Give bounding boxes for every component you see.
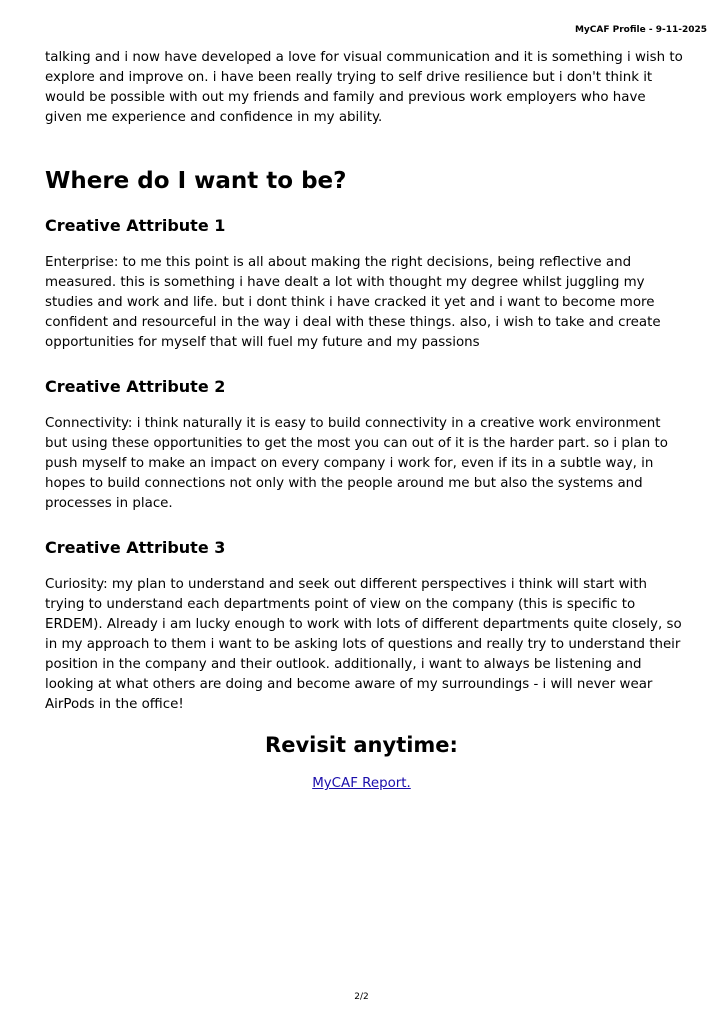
page-header-title: MyCAF Profile - 9-11-2025 [574, 25, 707, 35]
creative-attribute-1-heading: Creative Attribute 1 [45, 216, 226, 235]
creative-attribute-2-text: Connectivity: i think naturally it is easy to build connectivity in a creative work environment but using these opportunities to get the most you can out of it is the harder part. so i plan to push myself to make an impact on every company i work for, even if its in a subtle way, in hopes to build connections not only with the people around me but also the systems and processes in place. [45, 416, 668, 511]
creative-attribute-3-text: Curiosity: my plan to understand and seek out different perspectives i think will start with trying to understand each departments point of view on the company (this is specific to ERDEM). Already i am lucky enough to work with lots of different departments quite closely, so in my approach to them i want to be asking lots of questions and really try to understand their position in the company and their outlook. additionally, i want to always be listening and looking at what others are doing and become aware of my surroundings - i will never wear AirPods in the office! [45, 577, 682, 712]
revisit-section [0, 730, 723, 791]
creative-attribute-1-text: Enterprise: to me this point is all about making the right decisions, being reflective and measured. this is something i have dealt a lot with thought my degree whilst juggling my studies and work and life. but i dont think i have cracked it yet and i want to become more confident and resourceful in the way i deal with these things. also, i wish to take and create opportunities for myself that will fuel my future and my passions [45, 255, 661, 350]
creative-attribute-2-heading: Creative Attribute 2 [45, 377, 226, 396]
creative-attribute-3-heading: Creative Attribute 3 [45, 538, 226, 557]
revisit-title: Revisit anytime: [265, 733, 458, 757]
intro-paragraph: talking and i now have developed a love for visual communication and it is something i wish to explore and improve on. i have been really trying to self drive resilience but i don't think it would be possible with out my friends and family and previous work employers who have given me experience and confidence in my ability. [45, 50, 683, 125]
page-number: 2/2 [354, 992, 369, 1002]
section-title: Where do I want to be? [45, 168, 347, 194]
mycaf-report-link[interactable]: MyCAF Report. [312, 776, 411, 791]
document-content [45, 48, 683, 715]
